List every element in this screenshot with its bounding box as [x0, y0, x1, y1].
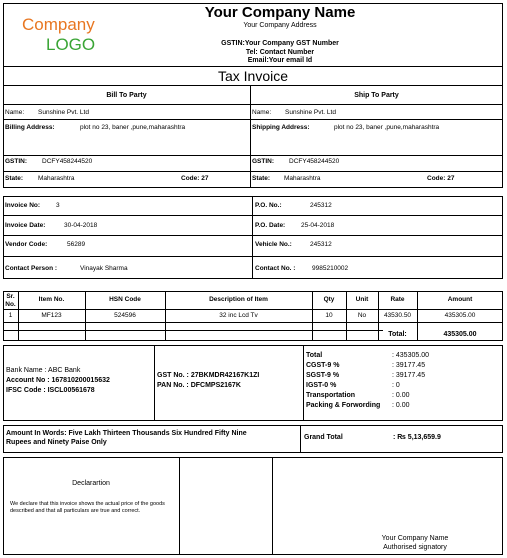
- bank-name: Bank Name : ABC Bank: [6, 367, 81, 374]
- summary-total-label: Total: [306, 352, 323, 359]
- bill-gstin: DCFY458244520: [42, 158, 93, 165]
- col-hsn: HSN Code: [109, 296, 141, 303]
- bill-to-heading: Bill To Party: [106, 92, 147, 99]
- bill-name-label: Name:: [5, 109, 25, 116]
- ship-address: plot no 23, baner ,pune,maharashtra: [334, 124, 440, 131]
- summary-sgst-label: SGST-9 %: [306, 372, 340, 379]
- contact-person: Vinayak Sharma: [80, 265, 128, 272]
- company-gstin: GSTIN:Your Company GST Number: [221, 40, 339, 47]
- party-section: [3, 85, 503, 188]
- ifsc-code: IFSC Code : ISCL00561678: [6, 387, 95, 394]
- document-title: Tax Invoice: [217, 68, 289, 84]
- company-logo-text: Company: [22, 15, 95, 34]
- col-qty: Qty: [323, 296, 335, 303]
- ship-state-code: Code: 27: [427, 175, 455, 182]
- amount-in-words-line1: Amount In Words: Five Lakh Thirteen Thousands Six Hundred Fifty Nine: [6, 430, 247, 437]
- ship-state: Maharashtra: [284, 175, 321, 182]
- summary-igst-value: : 0: [392, 382, 400, 389]
- summary-transport-label: Transportation: [306, 392, 356, 399]
- summary-sgst-value: : 39177.45: [392, 372, 426, 379]
- col-item-no: Item No.: [38, 296, 65, 303]
- invoice-no-label: Invoice No:: [5, 202, 41, 209]
- vehicle-no: 245312: [310, 241, 332, 248]
- invoice-info-section: [3, 196, 503, 279]
- ship-name: Sunshine Pvt. Ltd: [285, 109, 336, 116]
- ship-address-label: Shipping Address:: [252, 124, 310, 131]
- grand-total-label: Grand Total: [304, 434, 343, 441]
- bill-state-label: State:: [5, 175, 24, 182]
- contact-no: 9985210002: [312, 265, 349, 272]
- invoice-date: 30-04-2018: [64, 222, 98, 229]
- col-description: Description of Item: [209, 296, 268, 303]
- bill-state-code: Code: 27: [181, 175, 209, 182]
- row-rate: 43530.50: [383, 312, 412, 319]
- company-name: Your Company Name: [204, 4, 356, 21]
- vendor-code: 56289: [67, 241, 86, 248]
- summary-igst-label: IGST-0 %: [306, 382, 337, 389]
- vendor-code-label: Vendor Code:: [5, 241, 48, 248]
- ship-gstin: DCFY458244520: [289, 158, 340, 165]
- po-date-label: P.O. Date:: [255, 222, 286, 229]
- col-sr-line2: No.: [5, 301, 16, 308]
- bill-name: Sunshine Pvt. Ltd: [38, 109, 89, 116]
- summary-packing-value: : 0.00: [392, 402, 410, 409]
- authorised-signatory: Authorised signatory: [383, 544, 447, 551]
- ship-gstin-label: GSTIN:: [252, 158, 275, 165]
- row-sr: 1: [8, 312, 13, 319]
- col-amount: Amount: [447, 296, 473, 303]
- ship-name-label: Name:: [252, 109, 272, 116]
- row-qty: 10: [325, 312, 333, 319]
- declaration-heading: Declarartion: [72, 480, 110, 487]
- po-date: 25-04-2018: [301, 222, 335, 229]
- summary-cgst-label: CGST-9 %: [306, 362, 340, 369]
- account-no: Account No : 167810200015632: [6, 377, 110, 384]
- row-unit: No: [357, 312, 367, 319]
- col-sr-line1: Sr.: [6, 293, 15, 300]
- total-value: 435305.00: [443, 331, 477, 338]
- bill-gstin-label: GSTIN:: [5, 158, 28, 165]
- bill-address-label: Billing Address:: [5, 124, 55, 131]
- ship-to-heading: Ship To Party: [354, 92, 399, 99]
- row-amount: 435305.00: [444, 312, 476, 319]
- invoice-no: 3: [56, 202, 60, 209]
- col-rate: Rate: [390, 296, 405, 303]
- vehicle-no-label: Vehicle No.:: [255, 241, 292, 248]
- summary-transport-value: : 0.00: [392, 392, 410, 399]
- summary-total-value: : 435305.00: [392, 352, 429, 359]
- contact-no-label: Contact No. :: [255, 265, 296, 272]
- bill-address: plot no 23, baner ,pune,maharashtra: [80, 124, 186, 131]
- po-no-label: P.O. No.:: [255, 202, 282, 209]
- po-no: 245312: [310, 202, 332, 209]
- company-address: Your Company Address: [243, 22, 317, 29]
- grand-total-value: : ₨ 5,13,659.9: [393, 434, 441, 441]
- ship-state-label: State:: [252, 175, 271, 182]
- total-label: Total:: [388, 331, 407, 338]
- company-email: Email:Your email Id: [247, 57, 313, 64]
- summary-cgst-value: : 39177.45: [392, 362, 426, 369]
- summary-packing-label: Packing & Forwording: [306, 402, 381, 409]
- signature-company: Your Company Name: [381, 535, 449, 542]
- declaration-text: We declare that this invoice shows the actual price of the goods described and that all particulars are true and correct.: [10, 501, 165, 514]
- company-logo-mark: LOGO: [46, 35, 96, 54]
- col-unit: Unit: [355, 296, 369, 303]
- row-item-no: MF123: [41, 312, 62, 319]
- row-description: 32 inc Lcd Tv: [219, 312, 258, 319]
- contact-person-label: Contact Person :: [5, 265, 58, 272]
- row-hsn: 524596: [114, 312, 136, 319]
- company-tel: Tel: Contact Number: [245, 49, 315, 56]
- bill-state: Maharashtra: [38, 175, 75, 182]
- gst-no: GST No. : 27BKMDR42167K1ZI: [157, 372, 260, 379]
- amount-in-words-line2: Rupees and Ninety Paise Only: [6, 439, 107, 446]
- invoice-date-label: Invoice Date:: [5, 222, 46, 229]
- pan-no: PAN No. : DFCMPS2167K: [157, 382, 241, 389]
